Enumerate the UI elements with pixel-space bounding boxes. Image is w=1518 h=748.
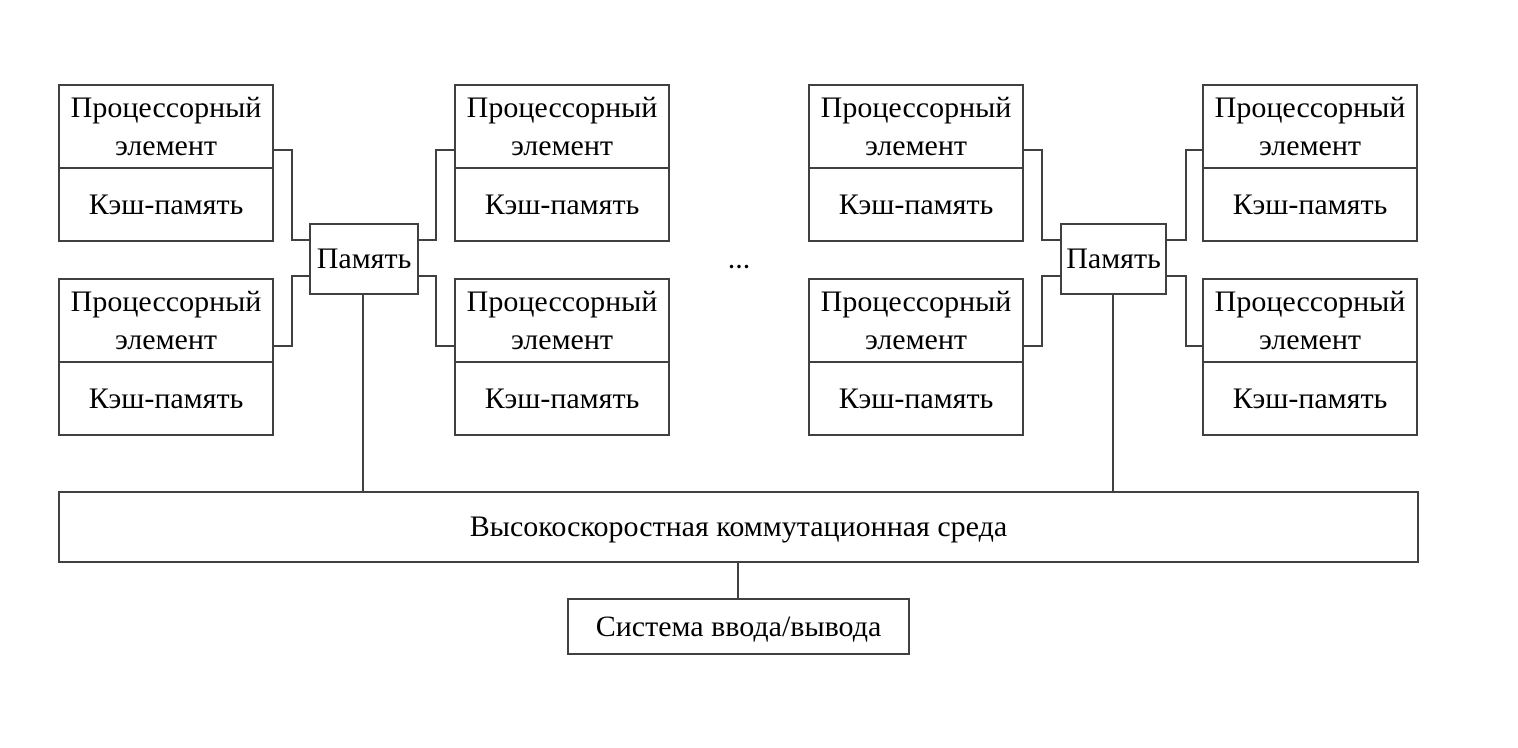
connector-line (417, 275, 437, 277)
processor-element-label: Процессорный элемент (466, 90, 658, 162)
connector-line (417, 239, 437, 241)
cache-memory-box (1204, 169, 1416, 240)
memory-box-2 (1060, 223, 1167, 295)
processor-element-label: Процессорный элемент (466, 284, 658, 356)
connector-line (291, 149, 293, 241)
connector-line (1041, 149, 1043, 241)
processor-unit-8 (1202, 278, 1418, 436)
connector-line (1041, 275, 1062, 277)
cache-memory-box (810, 363, 1022, 434)
cache-memory-label: Кэш-память (484, 187, 640, 221)
cache-memory-label: Кэш-память (1232, 381, 1388, 415)
cluster-ellipsis: ... (727, 242, 751, 275)
cache-memory-label: Кэш-память (484, 381, 640, 415)
connector-line (435, 345, 456, 347)
cache-memory-box (60, 169, 272, 240)
processor-element-label: Процессорный элемент (820, 284, 1012, 356)
processor-element-label: Процессорный элемент (820, 90, 1012, 162)
processor-unit-2 (58, 278, 274, 436)
connector-line (1185, 345, 1204, 347)
cache-memory-box (456, 169, 668, 240)
connector-line (435, 149, 456, 151)
processor-element-box (456, 86, 668, 169)
processor-element-label: Процессорный элемент (1214, 284, 1406, 356)
processor-element-label: Процессорный элемент (70, 284, 262, 356)
cache-memory-label: Кэш-память (838, 381, 994, 415)
connector-line (1185, 275, 1187, 347)
connector-line (1165, 239, 1187, 241)
processor-unit-7 (1202, 84, 1418, 242)
cache-memory-box (60, 363, 272, 434)
cache-memory-label: Кэш-память (1232, 187, 1388, 221)
cache-memory-box (810, 169, 1022, 240)
connector-line (272, 345, 293, 347)
interconnect-bus-label: Высокоскоростная коммутационная среда (469, 510, 1008, 543)
io-system-box (567, 598, 910, 655)
processor-unit-5 (808, 84, 1024, 242)
connector-line (1041, 239, 1062, 241)
connector-line (1185, 149, 1187, 241)
cache-memory-box (456, 363, 668, 434)
processor-unit-1 (58, 84, 274, 242)
processor-element-box (810, 86, 1022, 169)
memory-box-1 (309, 223, 419, 295)
connector-line (1022, 149, 1043, 151)
connector-line (362, 293, 364, 493)
processor-element-box (456, 280, 668, 363)
cache-memory-label: Кэш-память (838, 187, 994, 221)
connector-line (1165, 275, 1187, 277)
processor-unit-4 (454, 278, 670, 436)
connector-line (272, 149, 293, 151)
processor-element-label: Процессорный элемент (1214, 90, 1406, 162)
processor-unit-3 (454, 84, 670, 242)
interconnect-bus-box (58, 491, 1419, 563)
connector-line (1022, 345, 1043, 347)
connector-line (1041, 275, 1043, 347)
cache-memory-label: Кэш-память (88, 381, 244, 415)
connector-line (737, 561, 739, 600)
connector-line (291, 275, 311, 277)
connector-line (291, 239, 311, 241)
connector-line (435, 149, 437, 241)
cache-memory-box (1204, 363, 1416, 434)
connector-line (435, 275, 437, 347)
connector-line (1185, 149, 1204, 151)
memory-label: Память (316, 242, 412, 275)
processor-element-box (810, 280, 1022, 363)
connector-line (1112, 293, 1114, 493)
processor-element-box (60, 86, 272, 169)
connector-line (291, 275, 293, 347)
processor-element-box (1204, 86, 1416, 169)
io-system-label: Система ввода/вывода (595, 609, 882, 643)
cache-memory-label: Кэш-память (88, 187, 244, 221)
processor-element-label: Процессорный элемент (70, 90, 262, 162)
processor-element-box (60, 280, 272, 363)
memory-label: Память (1066, 242, 1161, 275)
processor-element-box (1204, 280, 1416, 363)
processor-unit-6 (808, 278, 1024, 436)
